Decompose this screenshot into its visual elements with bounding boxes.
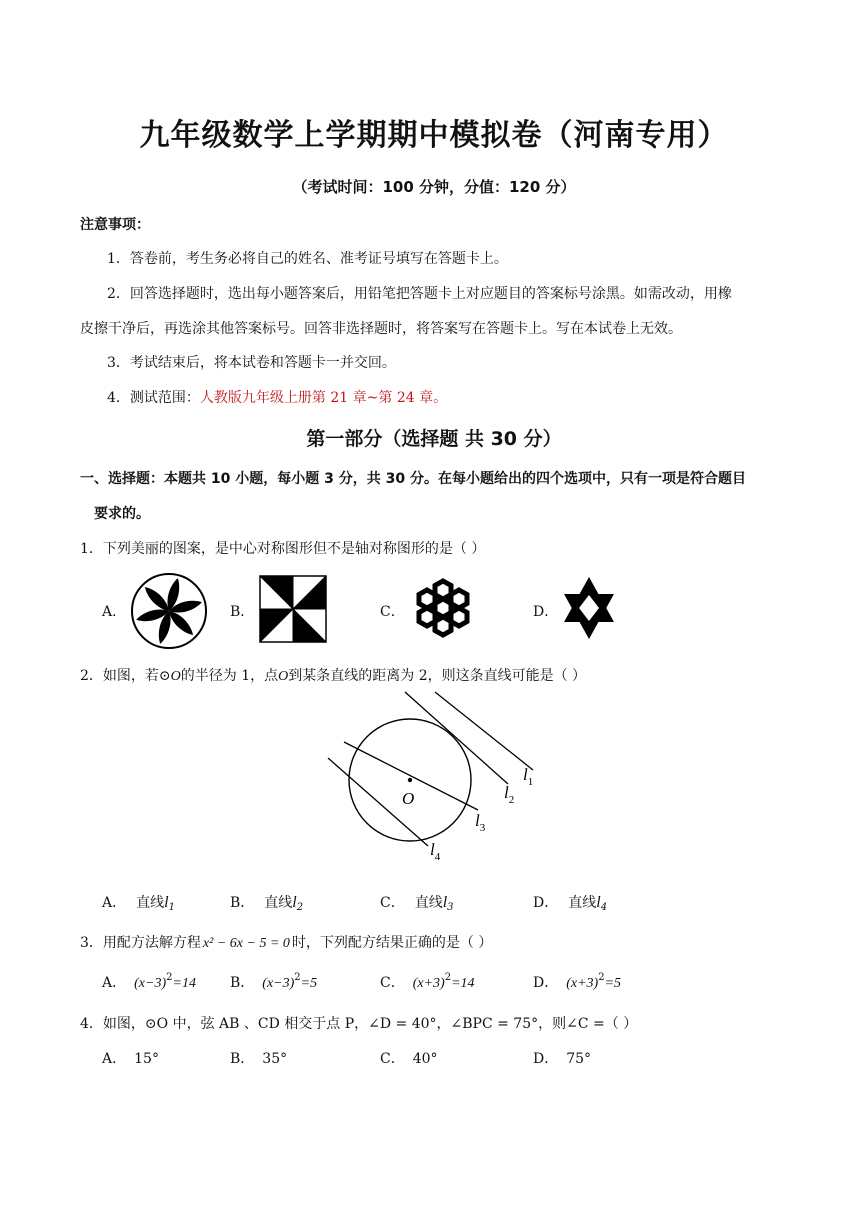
circle-lines-diagram <box>310 688 550 868</box>
q1-option-d[interactable]: D． <box>533 604 559 620</box>
q1-stem: 1．下列美丽的图案，是中心对称图形但不是轴对称图形的是（ ） <box>80 541 486 557</box>
q1-option-c[interactable]: C． <box>380 604 405 620</box>
q2-option-c-letter: C． <box>380 895 405 911</box>
q2-option-c[interactable] <box>380 892 454 913</box>
notice-item-3: 3．考试结束后，将本试卷和答题卡一并交回。 <box>107 355 396 371</box>
q4-option-b-value: 35° <box>262 1051 288 1067</box>
q2-option-a-text: 直线 <box>136 895 165 911</box>
q3-option-b-exp: 2 <box>294 972 301 983</box>
center-label-o: O <box>402 789 415 808</box>
q2-option-b-letter: B． <box>230 895 255 911</box>
q2-stem <box>80 665 586 685</box>
q2-option-a[interactable] <box>102 892 175 913</box>
q2-option-c-sub: 3 <box>447 902 454 913</box>
q3-option-c-exp: 2 <box>444 972 452 983</box>
q4-option-a-letter: A． <box>102 1051 127 1067</box>
q3-stem-part2: 时，下列配方结果正确的是（ ） <box>291 935 493 951</box>
section-heading: 第一部分（选择题 共 30 分） <box>306 428 562 450</box>
part-intro-line2: 要求的。 <box>94 506 150 522</box>
q2-option-b[interactable] <box>230 892 303 913</box>
q4-option-d-letter: D． <box>533 1051 559 1067</box>
q3-option-a-exp: 2 <box>166 972 173 983</box>
notice-item-4 <box>107 387 447 407</box>
q2-option-b-text: 直线 <box>264 895 293 911</box>
q3-option-a-rhs: =14 <box>172 976 196 991</box>
q4-option-c[interactable] <box>380 1048 438 1068</box>
q2-option-d-sub: 4 <box>600 902 608 913</box>
line-label-l2: $l_2$ <box>504 783 515 806</box>
notice-heading: 注意事项： <box>80 217 150 233</box>
q2-stem-part1: 2．如图，若⊙ <box>80 668 171 684</box>
notice-item-4-prefix: 4．测试范围： <box>107 390 200 406</box>
q3-option-c-base: (x+3) <box>412 976 445 991</box>
exam-info: （考试时间：100 分钟，分值：120 分） <box>292 178 576 196</box>
q2-option-a-symbol: l <box>164 894 169 911</box>
q3-option-c-letter: C． <box>380 975 405 991</box>
line-label-l3: $l_3$ <box>475 811 486 834</box>
q4-option-d[interactable] <box>533 1048 591 1068</box>
q2-option-a-letter: A． <box>102 895 127 911</box>
notice-item-2-line2: 皮擦干净后，再选涂其他答案标号。回答非选择题时，将答案写在答题卡上。写在本试卷上无效。 <box>80 321 682 337</box>
q4-option-c-letter: C． <box>380 1051 405 1067</box>
line-label-l1: $l_1$ <box>523 765 534 788</box>
q2-circle-name: O <box>170 669 181 684</box>
q4-option-a[interactable] <box>102 1048 159 1068</box>
q2-option-b-sub: 2 <box>296 902 304 913</box>
q3-option-b-rhs: =5 <box>300 976 318 991</box>
part-intro-line1: 一、选择题：本题共 10 小题，每小题 3 分，共 30 分。在每小题给出的四个选项中，只有一项是符合题目 <box>80 471 746 487</box>
q2-option-d-symbol: l <box>596 894 601 911</box>
q3-option-a-base: (x−3) <box>134 976 167 991</box>
q2-option-c-symbol: l <box>442 894 448 911</box>
q1-option-a[interactable]: A． <box>102 604 127 620</box>
star-of-david-icon <box>561 575 617 641</box>
line-label-l4: $l_4$ <box>430 840 441 863</box>
q3-option-b[interactable] <box>230 972 317 992</box>
pinwheel-pattern-icon <box>259 575 327 643</box>
hexagon-pattern-icon <box>410 577 476 641</box>
q4-option-b-letter: B． <box>230 1051 255 1067</box>
q3-option-b-base: (x−3) <box>262 976 295 991</box>
flower-pattern-icon <box>129 571 209 651</box>
q3-option-c[interactable] <box>380 972 475 992</box>
q4-option-d-value: 75° <box>566 1051 592 1067</box>
q3-option-d-base: (x+3) <box>566 976 599 991</box>
q2-option-c-text: 直线 <box>414 895 443 911</box>
q4-stem: 4．如图，⊙O 中，弦 AB 、CD 相交于点 P，∠D = 40°，∠BPC = 75°，则∠C =（ ） <box>80 1016 638 1032</box>
q4-option-c-value: 40° <box>412 1051 438 1067</box>
q3-option-d-rhs: =5 <box>604 976 622 991</box>
q3-option-a-letter: A． <box>102 975 127 991</box>
q3-stem-part1: 3．用配方法解方程 <box>80 935 201 951</box>
q3-option-d[interactable] <box>533 972 621 992</box>
q3-option-c-rhs: =14 <box>451 976 475 991</box>
q3-option-a[interactable] <box>102 972 196 992</box>
q2-stem-part2: 的半径为 1，点 <box>180 668 279 684</box>
q4-option-b[interactable] <box>230 1048 287 1068</box>
q2-option-a-sub: 1 <box>168 902 175 913</box>
q3-equation: x² − 6x − 5 = 0 <box>202 936 290 951</box>
q2-option-d-letter: D． <box>533 895 559 911</box>
q2-stem-part3: 到某条直线的距离为 2，则这条直线可能是（ ） <box>288 668 587 684</box>
q3-stem <box>80 932 492 952</box>
q1-option-b[interactable]: B． <box>230 604 255 620</box>
q2-point-name: O <box>278 669 289 684</box>
q3-option-d-exp: 2 <box>598 972 605 983</box>
q3-option-d-letter: D． <box>533 975 559 991</box>
test-range: 人教版九年级上册第 21 章~第 24 章。 <box>199 390 448 406</box>
q4-option-a-value: 15° <box>134 1051 159 1067</box>
q2-option-b-symbol: l <box>292 894 297 911</box>
q2-option-d-text: 直线 <box>568 895 597 911</box>
notice-item-2-line1: 2．回答选择题时，选出每小题答案后，用铅笔把答题卡上对应题目的答案标号涂黑。如需改动，用橡 <box>107 286 732 302</box>
q3-option-b-letter: B． <box>230 975 255 991</box>
page-title: 九年级数学上学期期中模拟卷（河南专用） <box>139 118 729 153</box>
q2-option-d[interactable] <box>533 892 607 913</box>
notice-item-1: 1．答卷前，考生务必将自己的姓名、准考证号填写在答题卡上。 <box>107 251 508 267</box>
